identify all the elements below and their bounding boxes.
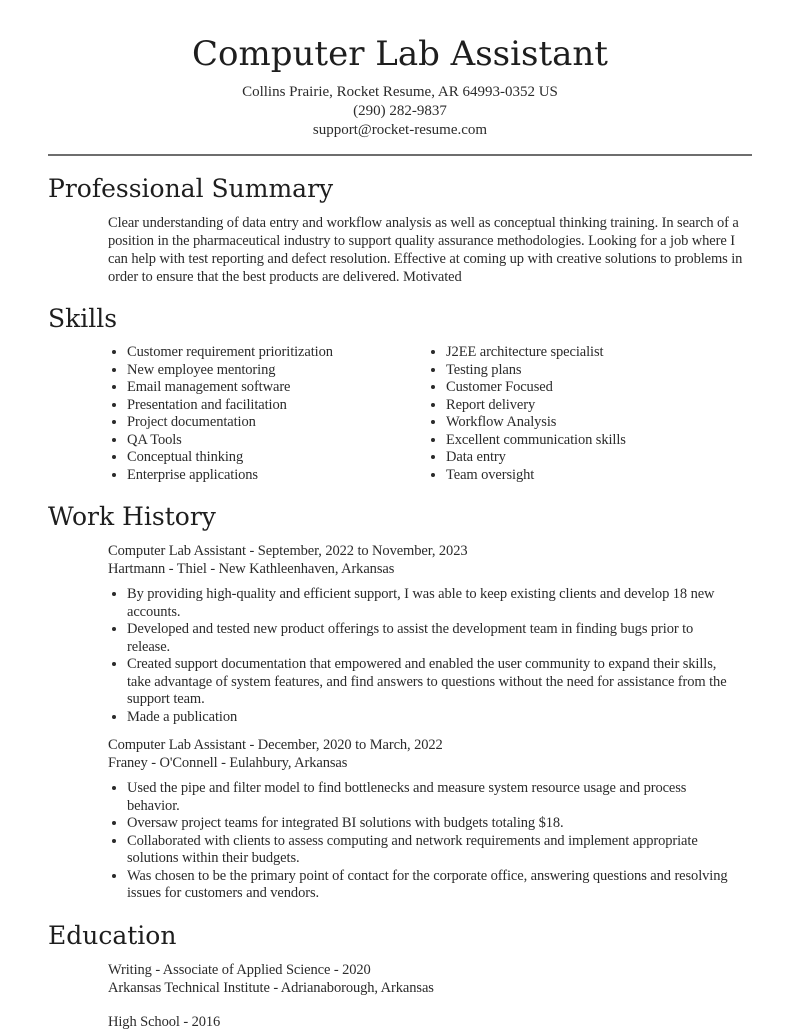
skill-item: • J2EE architecture specialist xyxy=(446,344,626,362)
skill-item: • QA Tools xyxy=(127,432,427,450)
page-title: Computer Lab Assistant xyxy=(192,34,608,74)
skill-item: • Report delivery xyxy=(446,397,626,415)
job-company-line: Hartmann - Thiel - New Kathleenhaven, Arkansas xyxy=(108,561,395,577)
education-entry xyxy=(108,1013,752,1032)
contact-email: support@rocket-resume.com xyxy=(312,122,488,138)
skills-columns xyxy=(108,344,752,484)
job-title-line: Computer Lab Assistant - December, 2020 to March, 2022 xyxy=(108,737,443,753)
skill-item: • Testing plans xyxy=(446,362,626,380)
section-work-history xyxy=(48,502,752,903)
section-heading-education: Education xyxy=(48,920,177,950)
section-skills xyxy=(48,304,752,484)
job-bullet: • Created support documentation that empowered and enabled the user community to expand their skills, take advantage of system features, and find answers to questions without the need for assistance from the support team. xyxy=(127,656,733,709)
education-school-line: Arkansas Technical Institute - Adrianaborough, Arkansas xyxy=(108,980,434,996)
job-bullet: • Collaborated with clients to assess computing and network requirements and implement appropriate solutions within their budgets. xyxy=(127,833,733,868)
skill-item: • Team oversight xyxy=(446,467,626,485)
section-heading-work-history: Work History xyxy=(48,502,216,531)
contact-phone: (290) 282-9837 xyxy=(353,103,447,119)
job-bullet: • Oversaw project teams for integrated BI solutions with budgets totaling $18. xyxy=(127,815,733,833)
section-education xyxy=(48,921,752,1032)
job-entry xyxy=(48,736,752,903)
section-heading-skills: Skills xyxy=(48,304,118,333)
job-header xyxy=(108,736,752,772)
skill-item: • Project documentation xyxy=(127,414,427,432)
header-divider xyxy=(48,154,752,156)
job-bullet: • Developed and tested new product offerings to assist the development team in finding bugs prior to release. xyxy=(127,621,733,656)
skill-item: • Email management software xyxy=(127,379,427,397)
section-professional-summary xyxy=(48,174,752,286)
job-bullet: • Used the pipe and filter model to find bottlenecks and measure system resource usage and process behavior. xyxy=(127,780,733,815)
skill-item: • Excellent communication skills xyxy=(446,432,626,450)
contact-address: Collins Prairie, Rocket Resume, AR 64993-0352 US xyxy=(242,84,558,100)
skills-column-right xyxy=(427,344,626,484)
job-entry xyxy=(48,542,752,726)
job-bullet: • By providing high-quality and efficient support, I was able to keep existing clients and develop 18 new accounts. xyxy=(127,586,733,621)
job-bullet-list xyxy=(108,586,733,726)
skill-item: • New employee mentoring xyxy=(127,362,427,380)
job-title-line: Computer Lab Assistant - September, 2022 to November, 2023 xyxy=(108,543,468,559)
education-degree-line: Writing - Associate of Applied Science - 2020 xyxy=(108,961,371,978)
skill-item: • Workflow Analysis xyxy=(446,414,626,432)
summary-text: Clear understanding of data entry and workflow analysis as well as conceptual thinking training. In search of a position in the pharmaceutical industry to support quality assurance methodologies. Looking for a job where I can help with test reporting and defect resolution. Effective at coming up with creative solutions to problems in order to ensure that the best products are delivered. Motivated xyxy=(108,215,743,285)
skill-item: • Customer requirement prioritization xyxy=(127,344,427,362)
skill-item: • Data entry xyxy=(446,449,626,467)
job-bullet: • Made a publication xyxy=(127,709,733,727)
resume-header xyxy=(48,34,752,140)
job-bullet-list xyxy=(108,780,733,903)
skill-item: • Enterprise applications xyxy=(127,467,427,485)
contact-block xyxy=(48,83,752,140)
section-heading-professional-summary: Professional Summary xyxy=(48,174,334,203)
skill-item: • Customer Focused xyxy=(446,379,626,397)
job-bullet: • Was chosen to be the primary point of contact for the corporate office, answering questions and resolving issues for customers and vendors. xyxy=(127,868,733,903)
skill-item: • Presentation and facilitation xyxy=(127,397,427,415)
job-header xyxy=(108,542,752,578)
education-entry xyxy=(108,961,752,998)
skill-item: • Conceptual thinking xyxy=(127,449,427,467)
skills-column-left xyxy=(108,344,427,484)
job-company-line: Franey - O'Connell - Eulahbury, Arkansas xyxy=(108,755,348,771)
education-degree-line: High School - 2016 xyxy=(108,1013,221,1030)
